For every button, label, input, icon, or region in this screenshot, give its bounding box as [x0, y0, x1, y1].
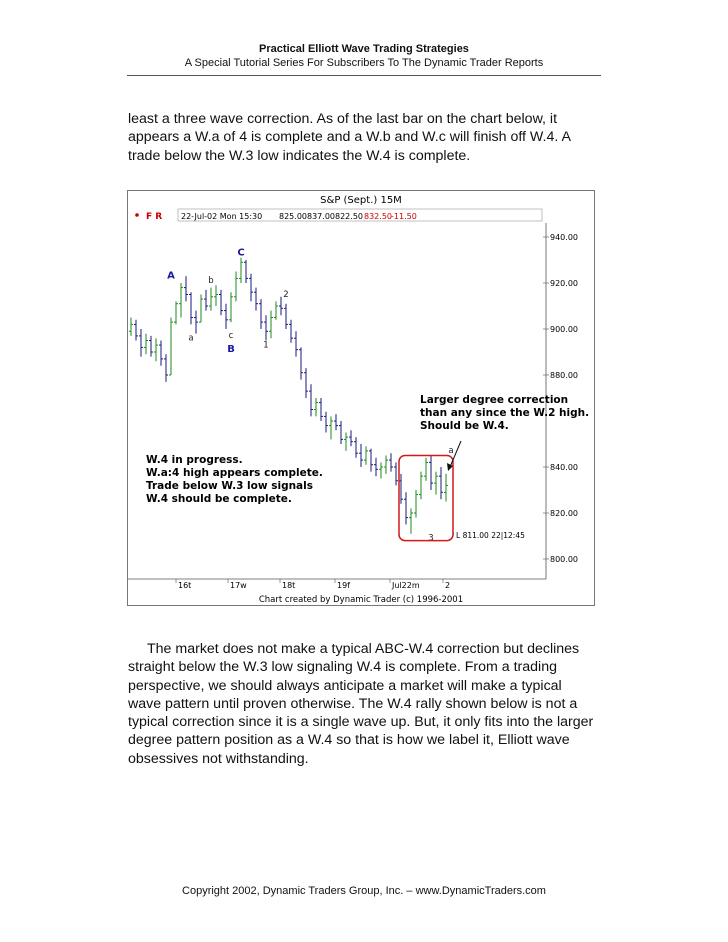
annotation-w4-progress: Trade below W.3 low signals: [146, 480, 313, 492]
price-tick-label: 900.00: [550, 325, 578, 334]
wave-label: A: [167, 270, 175, 282]
toolbar-low: 822.50: [335, 212, 363, 221]
chart-svg: [128, 191, 594, 605]
toolbar-close: 832.50: [364, 212, 392, 221]
time-tick-label: Jul22m: [392, 581, 420, 590]
annotation-w4-progress: W.4 in progress.: [146, 454, 243, 466]
wave-label: a: [448, 446, 454, 457]
annotation-w4-progress: W.4 should be complete.: [146, 493, 292, 505]
header-title: Practical Elliott Wave Trading Strategies: [259, 43, 469, 55]
wave-label: 1: [263, 340, 269, 351]
chart-footer-label: Chart created by Dynamic Trader (c) 1996-2001: [258, 595, 464, 605]
wave-label: 2: [283, 289, 289, 300]
paragraph-discussion: The market does not make a typical ABC-W.4 correction but declines straight below the W.3 low signaling W.4 is complete. From a trading perspective, we should always anticipate a market will make a typical wave pattern until proven otherwise. The W.4 rally shown below is not a typical correction since it is a single wave up. But, it only fits into the larger degree pattern position as a W.4 so that is how we label it, Elliott wave obsessives not withstanding.: [128, 641, 594, 767]
toolbar-high: 837.00: [307, 212, 335, 221]
price-tick-label: 840.00: [550, 463, 578, 472]
header-subtitle: A Special Tutorial Series For Subscribers To The Dynamic Trader Reports: [184, 57, 544, 69]
time-tick-label: 17w: [230, 581, 247, 590]
wave-label: B: [227, 344, 235, 355]
annotation-larger-degree: than any since the W.2 high.: [420, 407, 590, 419]
annotation-larger-degree: Larger degree correction: [420, 394, 569, 406]
annotation-larger-degree: Should be W.4.: [420, 420, 509, 432]
paragraph-intro: least a three wave correction. As of the last bar on the chart below, it appears a W.a of 4 is complete and a W.b and W.c will finish off W.4. A trade below the W.3 low indicates the W.4 is complete.: [128, 111, 571, 164]
toolbar-open: 825.00: [279, 212, 307, 221]
page-footer: Copyright 2002, Dynamic Traders Group, Inc. – www.DynamicTraders.com: [182, 885, 546, 897]
wave-label: b: [208, 276, 214, 286]
annotation-arrow-head-icon: [447, 463, 453, 471]
time-tick-label: 18t: [282, 581, 296, 590]
price-tick-label: 940.00: [550, 233, 578, 242]
time-tick-label: 16t: [178, 581, 192, 590]
toolbar-dot-icon: [135, 213, 139, 217]
chart-title: S&P (Sept.) 15M: [320, 195, 402, 206]
toolbar-flags: F R: [146, 212, 163, 222]
elliott-wave-chart: [127, 190, 595, 606]
low-price-label: L 811.00 22|12:45: [456, 531, 525, 540]
toolbar-change: -11.50: [391, 212, 417, 221]
price-tick-label: 920.00: [550, 279, 578, 288]
time-tick-label: 19f: [337, 581, 350, 590]
price-tick-label: 880.00: [550, 371, 578, 380]
wave-label: C: [237, 247, 245, 259]
header-divider: [127, 75, 601, 76]
price-tick-label: 800.00: [550, 555, 578, 564]
wave-label: c: [228, 331, 234, 342]
wave-label: 3: [428, 533, 434, 544]
annotation-w4-progress: W.a:4 high appears complete.: [146, 467, 323, 479]
time-tick-label: 2: [445, 581, 451, 590]
price-tick-label: 820.00: [550, 509, 578, 518]
wave-label: a: [188, 333, 194, 344]
toolbar-datetime: 22-Jul-02 Mon 15:30: [181, 212, 263, 221]
